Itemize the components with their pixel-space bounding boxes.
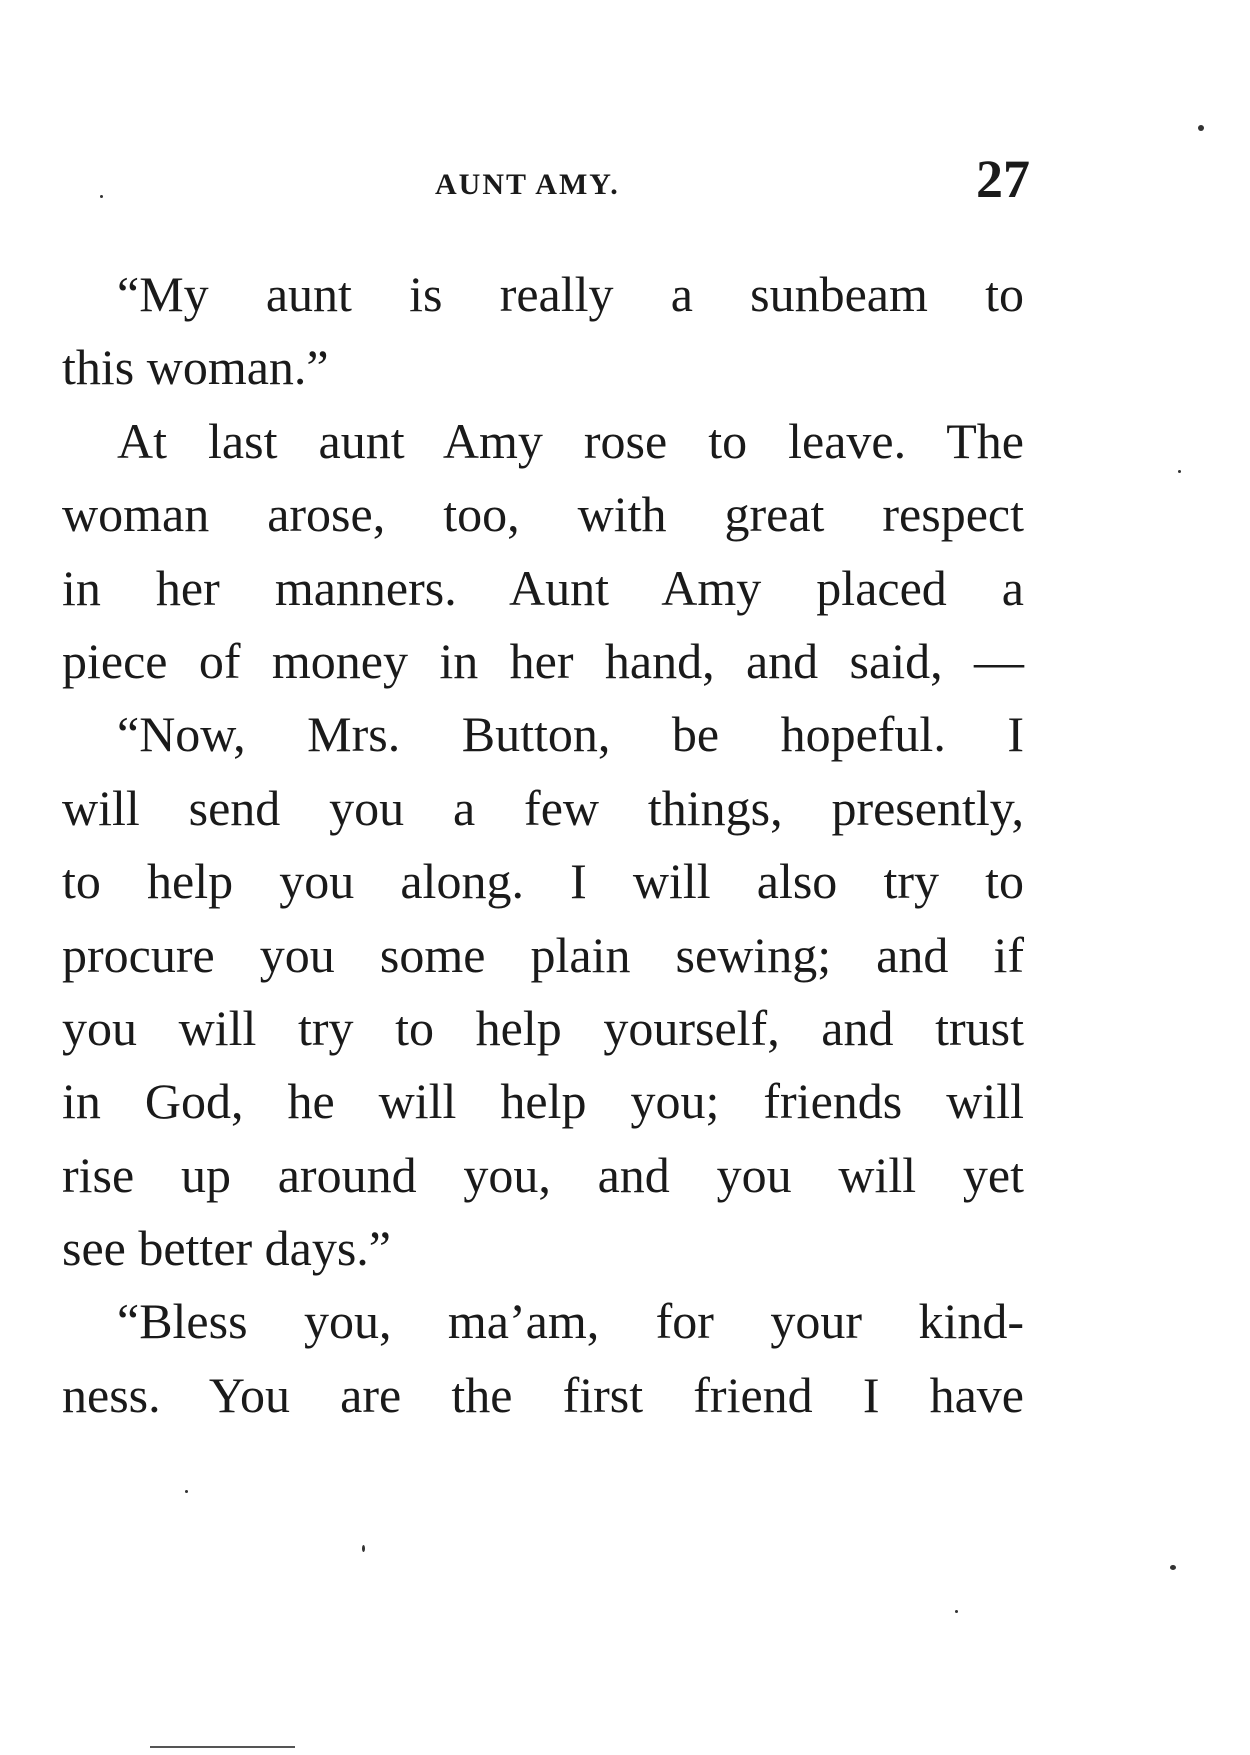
scan-speck [362, 1545, 365, 1552]
text-line: in God, he will help you; friends will [62, 1073, 1024, 1130]
scan-rule-mark [150, 1746, 295, 1748]
text-line: see better days.” [62, 1220, 392, 1277]
text-line: “My aunt is really a sunbeam to [117, 266, 1024, 322]
running-head [60, 148, 1030, 208]
scan-speck [1178, 470, 1181, 473]
text-line: At last aunt Amy rose to leave. The [117, 412, 1024, 469]
text-line: “Bless you, ma’am, for your kind- [117, 1293, 1024, 1350]
text-line: rise up around you, and you will yet [62, 1146, 1024, 1203]
text-line: woman arose, too, with great respect [62, 486, 1024, 543]
text-line: this woman.” [62, 339, 329, 396]
scan-speck [1198, 125, 1204, 131]
text-line: will send you a few things, presently, [62, 779, 1024, 836]
scan-speck [100, 195, 103, 198]
text-line: procure you some plain sewing; and if [62, 926, 1024, 983]
text-line: piece of money in her hand, and said, — [62, 632, 1024, 689]
scan-speck [185, 1490, 188, 1493]
running-title: AUNT AMY. [435, 168, 620, 201]
text-line: “Now, Mrs. Button, be hopeful. I [117, 706, 1024, 763]
scan-speck [1170, 1565, 1176, 1570]
text-line: you will try to help yourself, and trust [62, 999, 1024, 1056]
body-text [62, 258, 1024, 1432]
text-line: to help you along. I will also try to [62, 853, 1024, 910]
text-line: ness. You are the first friend I have [62, 1366, 1024, 1423]
text-line: in her manners. Aunt Amy placed a [62, 559, 1024, 616]
scan-speck [955, 1610, 958, 1613]
page-number: 27 [976, 149, 1030, 209]
